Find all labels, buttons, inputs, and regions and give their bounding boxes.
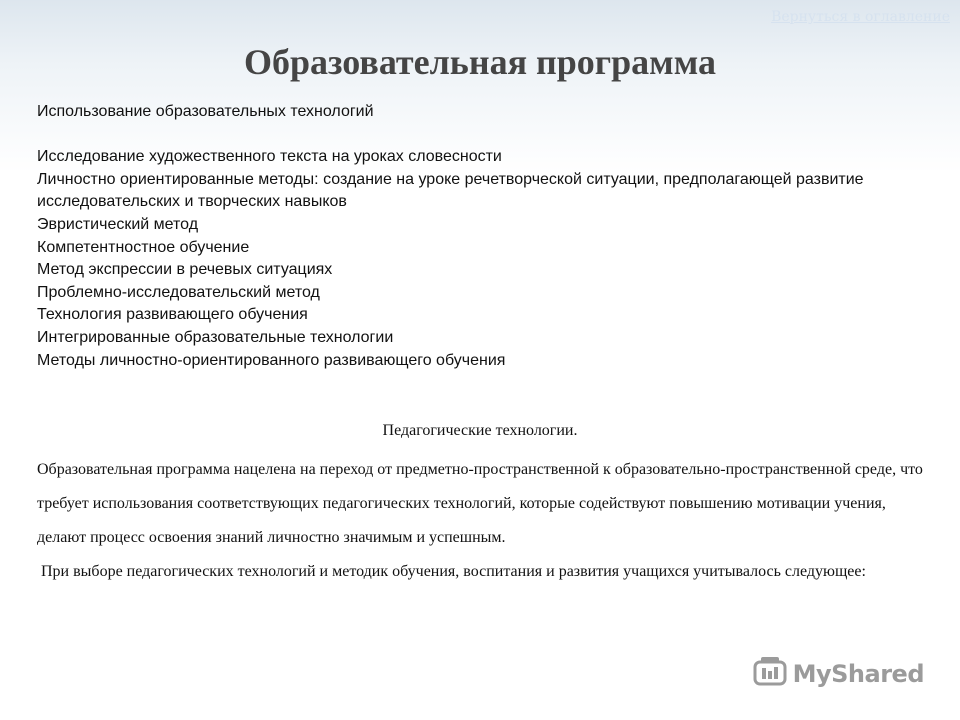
list-item: Личностно ориентированные методы: создание на уроке речетворческой ситуации, предполагающей развитие исследовательских и творческих навыков [37,170,864,211]
section-heading: Педагогические технологии. [382,422,578,439]
myshared-logo-icon [753,655,787,694]
list-item: Интегрированные образовательные технологии [37,328,394,346]
watermark-text: MyShared [792,660,924,688]
list-item: Использование образовательных технологий [37,103,374,120]
list-item: Метод экспрессии в речевых ситуациях [37,261,333,279]
list-item: Проблемно-исследовательский метод [37,283,320,301]
list-item: Исследование художественного текста на уроках словесности [37,148,502,166]
slide-title: Образовательная программа [244,42,716,82]
technology-list [37,101,942,372]
list-item: Методы личностно-ориентированного развивающего обучения [37,351,506,369]
list-item: Технология развивающего обучения [37,306,308,324]
paragraph: При выборе педагогических технологий и методик обучения, воспитания и развития учащихся учитывалось следующее: [41,563,866,580]
section-body [37,453,927,589]
back-to-contents-link[interactable]: Вернуться в оглавление [771,9,950,25]
myshared-watermark [753,657,924,691]
list-item: Компетентностное обучение [37,238,250,256]
list-item: Эвристический метод [37,215,199,233]
paragraph: Образовательная программа нацелена на переход от предметно-пространственной к образовательно-пространственной среде, что требует использования соответствующих педагогических технологий, которые содействуют повышению мотивации учения, делают процесс освоения знаний личностно значимым и успешным. [37,461,923,546]
